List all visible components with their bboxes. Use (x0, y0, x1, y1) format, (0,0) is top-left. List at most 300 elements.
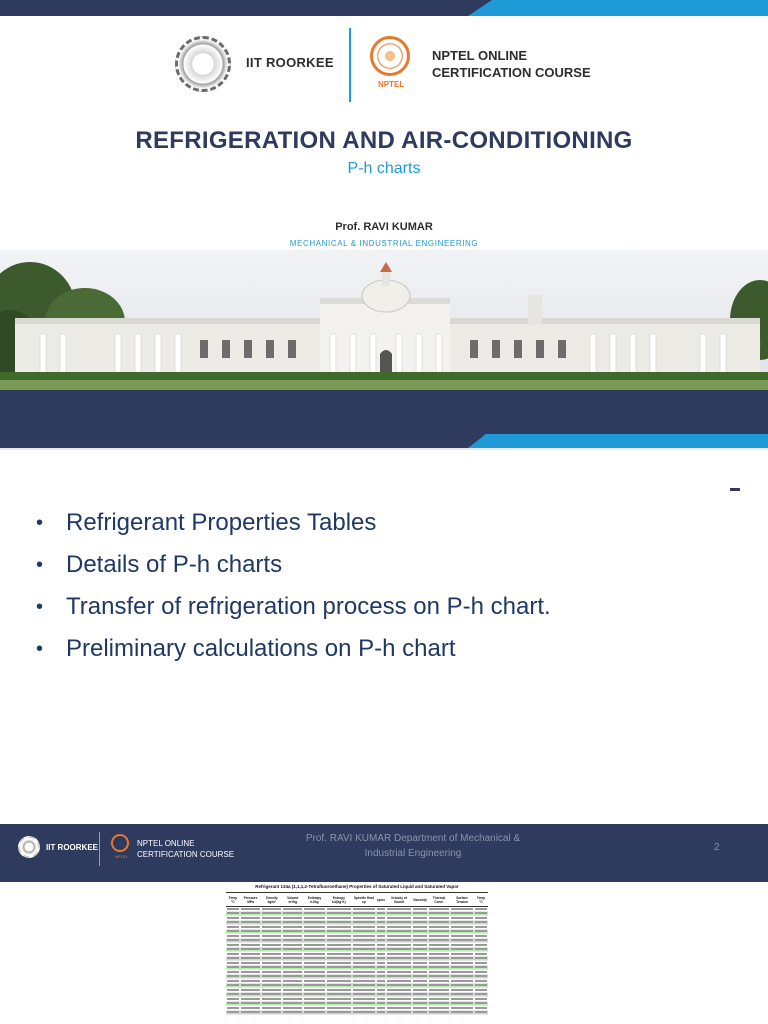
illegible-cell-text (353, 966, 375, 968)
illegible-cell-text (304, 912, 325, 914)
illegible-cell-text (387, 953, 411, 955)
footer-nptel-label (137, 838, 234, 860)
nptel-course-label (432, 47, 591, 81)
illegible-cell-text (387, 1007, 411, 1009)
illegible-cell-text (227, 935, 239, 937)
illegible-cell-text (327, 966, 351, 968)
illegible-cell-text (451, 917, 473, 919)
illegible-cell-text (387, 939, 411, 941)
illegible-cell-text (475, 1011, 487, 1013)
nptel-logo-label: NPTEL (378, 80, 405, 89)
illegible-cell-text (387, 998, 411, 1000)
illegible-cell-text (377, 957, 385, 959)
illegible-cell-text (429, 980, 449, 982)
illegible-cell-text (241, 998, 261, 1000)
illegible-cell-text (377, 993, 385, 995)
illegible-cell-text (227, 908, 239, 910)
illegible-cell-text (377, 1002, 385, 1004)
illegible-cell-text (413, 966, 427, 968)
illegible-cell-text (413, 1007, 427, 1009)
illegible-cell-text (413, 953, 427, 955)
footer-credit (268, 831, 558, 861)
nptel-logo-icon (111, 834, 129, 852)
illegible-cell-text (283, 908, 302, 910)
illegible-cell-text (377, 908, 385, 910)
table-cell (412, 1010, 428, 1015)
table-title: Refrigerant 134a (1,1,1,2-Tetrafluoroethane) Properties of Saturated Liquid and Saturated Vapor (255, 884, 459, 889)
illegible-cell-text (475, 957, 487, 959)
illegible-cell-text (327, 957, 351, 959)
illegible-cell-text (304, 908, 325, 910)
iit-roorkee-label: IIT ROORKEE (246, 55, 334, 70)
illegible-cell-text (262, 944, 281, 946)
bullet-item (36, 502, 551, 544)
table-body (226, 907, 488, 1015)
table-cell (474, 1010, 488, 1015)
illegible-cell-text (304, 980, 325, 982)
illegible-cell-text (304, 998, 325, 1000)
illegible-cell-text (241, 944, 261, 946)
illegible-cell-text (451, 939, 473, 941)
illegible-cell-text (429, 993, 449, 995)
column-header: Velocity of Sound (386, 893, 412, 907)
illegible-cell-text (475, 1002, 487, 1004)
illegible-cell-text (241, 1007, 261, 1009)
illegible-cell-text (429, 962, 449, 964)
illegible-cell-text (413, 971, 427, 973)
illegible-cell-text (413, 998, 427, 1000)
illegible-cell-text (429, 917, 449, 919)
illegible-cell-text (304, 935, 325, 937)
illegible-cell-text (304, 962, 325, 964)
illegible-cell-text (353, 1007, 375, 1009)
illegible-cell-text (262, 908, 281, 910)
illegible-cell-text (283, 980, 302, 982)
footer-nptel-line-2: CERTIFICATION COURSE (137, 850, 235, 859)
illegible-cell-text (262, 921, 281, 923)
illegible-cell-text (353, 975, 375, 977)
illegible-cell-text (262, 1011, 281, 1013)
illegible-cell-text (387, 984, 411, 986)
illegible-cell-text (304, 1007, 325, 1009)
illegible-cell-text (475, 926, 487, 928)
illegible-cell-text (475, 939, 487, 941)
footer-iit-label: IIT ROORKEE (46, 843, 99, 852)
illegible-cell-text (227, 957, 239, 959)
illegible-cell-text (283, 917, 302, 919)
illegible-cell-text (413, 962, 427, 964)
illegible-cell-text (377, 980, 385, 982)
illegible-cell-text (262, 1002, 281, 1004)
illegible-cell-text (241, 984, 261, 986)
illegible-cell-text (413, 939, 427, 941)
illegible-cell-text (283, 1007, 302, 1009)
illegible-cell-text (475, 953, 487, 955)
illegible-cell-text (353, 998, 375, 1000)
illegible-cell-text (377, 935, 385, 937)
illegible-cell-text (241, 971, 261, 973)
table-cell (326, 1010, 352, 1015)
illegible-cell-text (353, 1002, 375, 1004)
illegible-cell-text (227, 1002, 239, 1004)
table-cell (240, 1010, 262, 1015)
illegible-cell-text (304, 948, 325, 950)
illegible-cell-text (387, 926, 411, 928)
illegible-cell-text (241, 912, 261, 914)
illegible-cell-text (451, 962, 473, 964)
table-cell (282, 1010, 303, 1015)
illegible-cell-text (241, 957, 261, 959)
slide-marker (730, 488, 740, 491)
illegible-cell-text (353, 980, 375, 982)
illegible-cell-text (387, 993, 411, 995)
illegible-cell-text (429, 971, 449, 973)
illegible-cell-text (413, 917, 427, 919)
illegible-cell-text (262, 975, 281, 977)
illegible-cell-text (387, 908, 411, 910)
illegible-cell-text (304, 975, 325, 977)
illegible-cell-text (475, 984, 487, 986)
illegible-cell-text (241, 921, 261, 923)
column-header: Density kg/m³ (261, 893, 282, 907)
illegible-cell-text (353, 993, 375, 995)
bottom-band-accent (468, 434, 768, 448)
illegible-cell-text (304, 921, 325, 923)
illegible-cell-text (475, 921, 487, 923)
illegible-cell-text (262, 962, 281, 964)
illegible-cell-text (262, 930, 281, 932)
illegible-cell-text (353, 912, 375, 914)
footer-nptel-logo-label: NPTEL (115, 854, 128, 859)
illegible-cell-text (327, 935, 351, 937)
illegible-cell-text (475, 993, 487, 995)
illegible-cell-text (283, 989, 302, 991)
table-header-row (226, 893, 488, 907)
illegible-cell-text (304, 966, 325, 968)
illegible-cell-text (429, 935, 449, 937)
illegible-cell-text (413, 921, 427, 923)
illegible-cell-text (451, 1007, 473, 1009)
illegible-cell-text (413, 984, 427, 986)
illegible-cell-text (262, 953, 281, 955)
illegible-cell-text (262, 912, 281, 914)
illegible-cell-text (283, 993, 302, 995)
illegible-cell-text (262, 989, 281, 991)
illegible-cell-text (241, 993, 261, 995)
illegible-cell-text (327, 971, 351, 973)
illegible-cell-text (283, 944, 302, 946)
illegible-cell-text (283, 957, 302, 959)
illegible-cell-text (451, 1002, 473, 1004)
illegible-cell-text (387, 1002, 411, 1004)
illegible-cell-text (241, 948, 261, 950)
logo-divider (349, 28, 351, 102)
illegible-cell-text (304, 939, 325, 941)
illegible-cell-text (377, 998, 385, 1000)
illegible-cell-text (413, 908, 427, 910)
illegible-cell-text (283, 966, 302, 968)
illegible-cell-text (387, 935, 411, 937)
illegible-cell-text (387, 975, 411, 977)
bullet-text: Refrigerant Properties Tables (66, 509, 377, 536)
bullet-dot-icon: • (36, 637, 44, 660)
illegible-cell-text (387, 962, 411, 964)
illegible-cell-text (413, 912, 427, 914)
illegible-cell-text (283, 930, 302, 932)
illegible-cell-text (227, 912, 239, 914)
illegible-cell-text (377, 944, 385, 946)
illegible-cell-text (413, 944, 427, 946)
bullet-item (36, 544, 551, 586)
illegible-cell-text (377, 989, 385, 991)
illegible-cell-text (241, 1002, 261, 1004)
illegible-cell-text (262, 935, 281, 937)
illegible-cell-text (241, 1011, 261, 1013)
illegible-cell-text (327, 962, 351, 964)
illegible-cell-text (451, 984, 473, 986)
illegible-cell-text (327, 989, 351, 991)
illegible-cell-text (429, 975, 449, 977)
illegible-cell-text (283, 962, 302, 964)
illegible-cell-text (475, 971, 487, 973)
illegible-cell-text (377, 1011, 385, 1013)
illegible-cell-text (227, 939, 239, 941)
nptel-logo-icon (370, 36, 410, 76)
illegible-cell-text (451, 966, 473, 968)
illegible-cell-text (241, 980, 261, 982)
illegible-cell-text (262, 926, 281, 928)
illegible-cell-text (451, 1011, 473, 1013)
illegible-cell-text (475, 935, 487, 937)
illegible-cell-text (353, 957, 375, 959)
illegible-cell-text (429, 1007, 449, 1009)
table-cell (428, 1010, 450, 1015)
illegible-cell-text (241, 935, 261, 937)
illegible-cell-text (377, 917, 385, 919)
illegible-cell-text (262, 998, 281, 1000)
bullet-text: Preliminary calculations on P-h chart (66, 635, 456, 662)
illegible-cell-text (283, 948, 302, 950)
illegible-cell-text (304, 989, 325, 991)
bullet-text: Details of P-h charts (66, 551, 283, 578)
illegible-cell-text (475, 912, 487, 914)
illegible-cell-text (451, 912, 473, 914)
illegible-cell-text (387, 980, 411, 982)
illegible-cell-text (327, 1002, 351, 1004)
illegible-cell-text (353, 908, 375, 910)
illegible-cell-text (327, 975, 351, 977)
illegible-cell-text (377, 984, 385, 986)
bullet-dot-icon: • (36, 553, 44, 576)
illegible-cell-text (227, 966, 239, 968)
illegible-cell-text (227, 917, 239, 919)
iit-roorkee-seal-icon (175, 36, 231, 92)
illegible-cell-text (241, 908, 261, 910)
illegible-cell-text (227, 930, 239, 932)
illegible-cell-text (227, 1011, 239, 1013)
bullet-dot-icon: • (36, 511, 44, 534)
illegible-cell-text (241, 975, 261, 977)
illegible-cell-text (353, 953, 375, 955)
illegible-cell-text (413, 989, 427, 991)
illegible-cell-text (451, 998, 473, 1000)
illegible-cell-text (327, 908, 351, 910)
illegible-cell-text (387, 930, 411, 932)
illegible-cell-text (429, 1002, 449, 1004)
footer-divider (99, 832, 100, 866)
illegible-cell-text (283, 1011, 302, 1013)
illegible-cell-text (304, 1002, 325, 1004)
illegible-cell-text (241, 966, 261, 968)
illegible-cell-text (227, 921, 239, 923)
illegible-cell-text (413, 980, 427, 982)
illegible-cell-text (387, 966, 411, 968)
illegible-cell-text (227, 944, 239, 946)
table-cell (352, 1010, 376, 1015)
footer-credit-line-2: Industrial Engineering (364, 848, 462, 859)
illegible-cell-text (413, 948, 427, 950)
illegible-cell-text (413, 1011, 427, 1013)
illegible-cell-text (429, 926, 449, 928)
illegible-cell-text (387, 921, 411, 923)
illegible-cell-text (429, 1011, 449, 1013)
illegible-cell-text (327, 939, 351, 941)
illegible-cell-text (475, 930, 487, 932)
illegible-cell-text (377, 930, 385, 932)
illegible-cell-text (327, 980, 351, 982)
illegible-cell-text (475, 948, 487, 950)
illegible-cell-text (475, 944, 487, 946)
illegible-cell-text (451, 944, 473, 946)
illegible-cell-text (429, 930, 449, 932)
illegible-cell-text (353, 971, 375, 973)
illegible-cell-text (377, 1007, 385, 1009)
department-name: MECHANICAL & INDUSTRIAL ENGINEERING (289, 239, 479, 248)
table-cell (386, 1010, 412, 1015)
illegible-cell-text (475, 975, 487, 977)
illegible-cell-text (377, 975, 385, 977)
illegible-cell-text (429, 998, 449, 1000)
illegible-cell-text (353, 948, 375, 950)
illegible-cell-text (377, 948, 385, 950)
course-title: REFRIGERATION AND AIR-CONDITIONING (135, 127, 633, 154)
nptel-line-2: CERTIFICATION COURSE (432, 65, 591, 80)
illegible-cell-text (241, 989, 261, 991)
illegible-cell-text (353, 935, 375, 937)
illegible-cell-text (227, 948, 239, 950)
illegible-cell-text (227, 980, 239, 982)
illegible-cell-text (304, 984, 325, 986)
top-band-accent (468, 0, 768, 16)
illegible-cell-text (377, 926, 385, 928)
bullet-item (36, 628, 551, 670)
illegible-cell-text (227, 971, 239, 973)
illegible-cell-text (429, 912, 449, 914)
illegible-cell-text (262, 980, 281, 982)
illegible-cell-text (327, 944, 351, 946)
column-header: Surface Tension (450, 893, 474, 907)
slide-footer (0, 824, 768, 882)
illegible-cell-text (262, 993, 281, 995)
illegible-cell-text (451, 921, 473, 923)
illegible-cell-text (353, 944, 375, 946)
column-header: Entropy kJ/(kg·K) (326, 893, 352, 907)
illegible-cell-text (327, 948, 351, 950)
illegible-cell-text (429, 944, 449, 946)
illegible-cell-text (283, 921, 302, 923)
illegible-cell-text (429, 921, 449, 923)
illegible-cell-text (475, 908, 487, 910)
illegible-cell-text (429, 939, 449, 941)
bullet-dot-icon: • (36, 595, 44, 618)
footer-nptel-line-1: NPTEL ONLINE (137, 839, 195, 848)
illegible-cell-text (262, 917, 281, 919)
illegible-cell-text (227, 984, 239, 986)
illegible-cell-text (227, 953, 239, 955)
table-cell (226, 1010, 240, 1015)
illegible-cell-text (283, 926, 302, 928)
illegible-cell-text (304, 944, 325, 946)
table-row (226, 1010, 488, 1015)
illegible-cell-text (227, 975, 239, 977)
column-header: Pressure MPa (240, 893, 262, 907)
illegible-cell-text (353, 984, 375, 986)
illegible-cell-text (475, 917, 487, 919)
illegible-cell-text (451, 926, 473, 928)
illegible-cell-text (241, 962, 261, 964)
illegible-cell-text (451, 957, 473, 959)
illegible-cell-text (451, 993, 473, 995)
illegible-cell-text (413, 1002, 427, 1004)
illegible-cell-text (387, 944, 411, 946)
illegible-cell-text (283, 984, 302, 986)
title-slide (0, 0, 768, 448)
illegible-cell-text (327, 917, 351, 919)
illegible-cell-text (377, 971, 385, 973)
column-header: Temp °C (226, 893, 240, 907)
column-header: cp/cv (376, 893, 386, 907)
illegible-cell-text (227, 1007, 239, 1009)
illegible-cell-text (353, 921, 375, 923)
illegible-cell-text (451, 971, 473, 973)
illegible-cell-text (327, 1011, 351, 1013)
illegible-cell-text (227, 993, 239, 995)
illegible-cell-text (451, 908, 473, 910)
illegible-cell-text (304, 971, 325, 973)
illegible-cell-text (353, 962, 375, 964)
illegible-cell-text (283, 935, 302, 937)
illegible-cell-text (283, 975, 302, 977)
illegible-cell-text (475, 998, 487, 1000)
outline-slide (0, 450, 768, 882)
illegible-cell-text (241, 939, 261, 941)
illegible-cell-text (327, 921, 351, 923)
illegible-cell-text (387, 1011, 411, 1013)
illegible-cell-text (353, 926, 375, 928)
column-header: Volume m³/kg (282, 893, 303, 907)
illegible-cell-text (327, 912, 351, 914)
table-cell (303, 1010, 326, 1015)
iit-roorkee-seal-icon (18, 836, 40, 858)
column-header: Temp °C (474, 893, 488, 907)
illegible-cell-text (227, 962, 239, 964)
illegible-cell-text (451, 935, 473, 937)
illegible-cell-text (327, 953, 351, 955)
illegible-cell-text (241, 930, 261, 932)
illegible-cell-text (327, 926, 351, 928)
illegible-cell-text (429, 989, 449, 991)
outline-bullet-list (36, 502, 551, 670)
